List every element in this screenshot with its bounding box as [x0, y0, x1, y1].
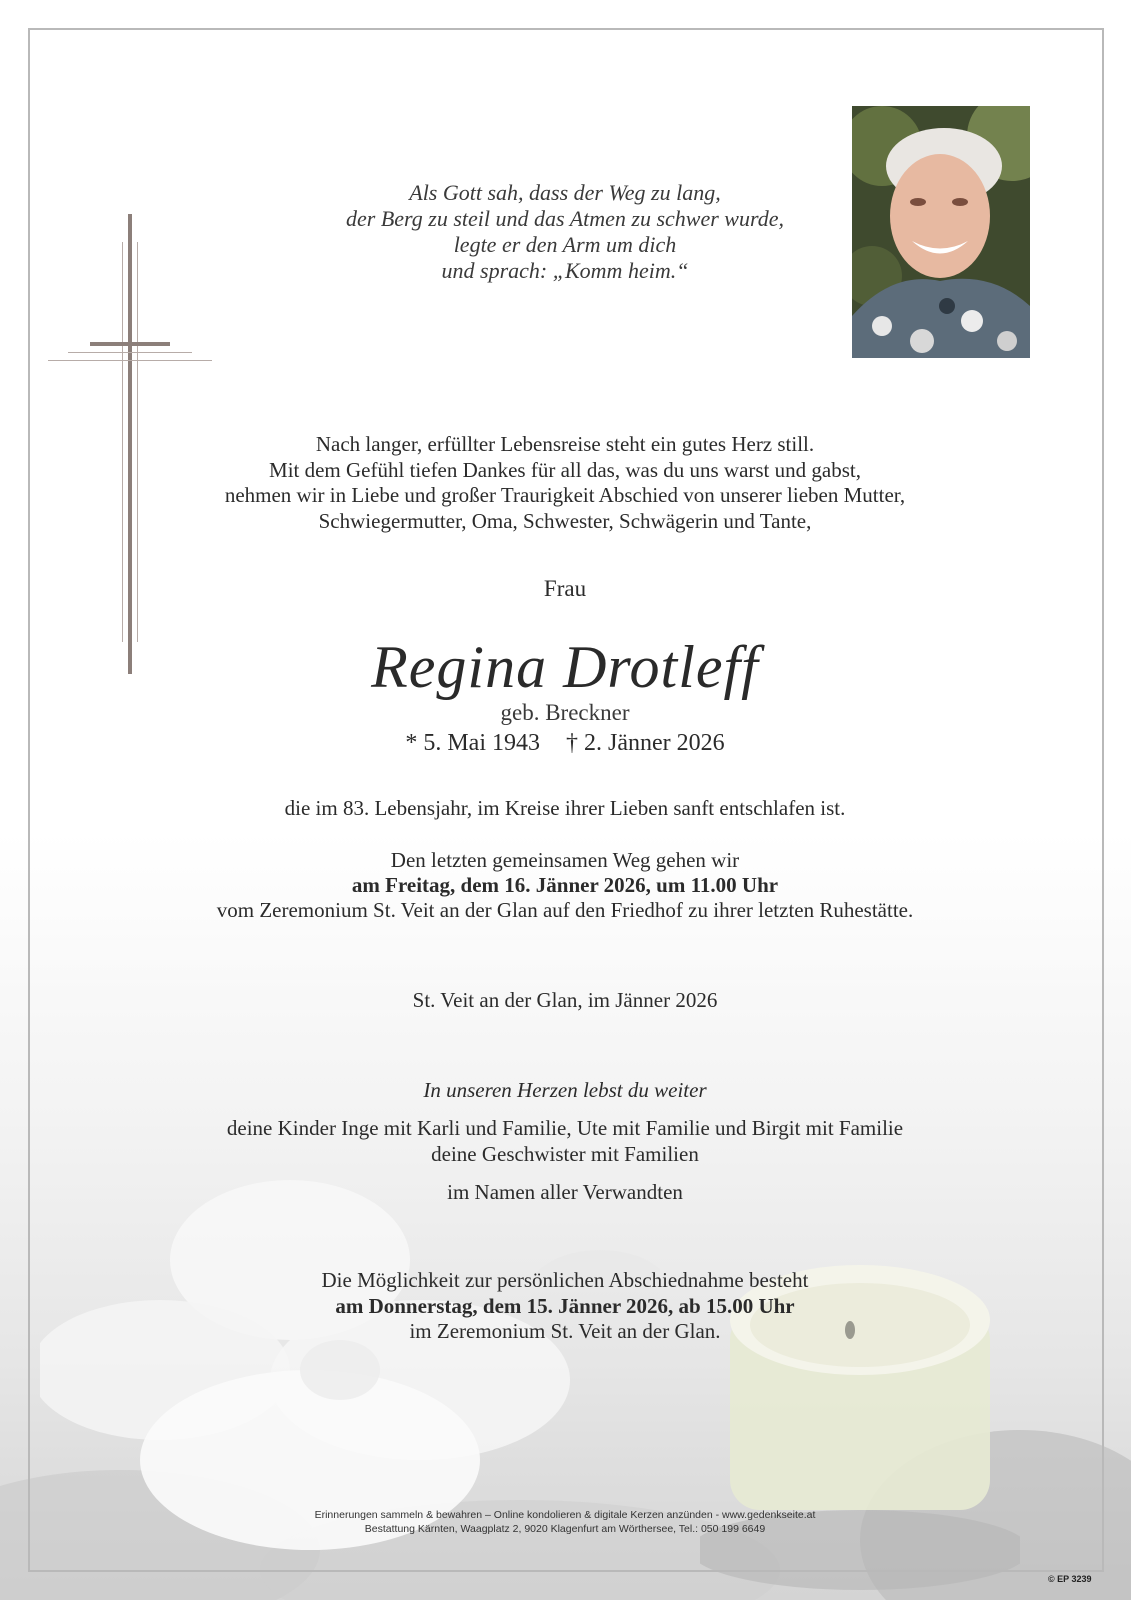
relatives-line: im Namen aller Verwandten: [447, 1180, 683, 1204]
salutation: Frau: [543, 576, 587, 601]
family-list: [160, 1116, 970, 1167]
birth-date: * 5. Mai 1943: [405, 730, 541, 756]
viewing-line: Die Möglichkeit zur persönlichen Abschiednahme besteht: [321, 1268, 809, 1292]
intro-line: Mit dem Gefühl tiefen Dankes für all das, was du uns warst und gabst,: [269, 457, 861, 482]
poem: [160, 180, 970, 284]
poem-line: und sprach: „Komm heim.“: [441, 258, 689, 283]
funeral-datetime: am Freitag, dem 16. Jänner 2026, um 11.00 Uhr: [351, 873, 779, 897]
intro-line: Nach langer, erfüllter Lebensreise steht ein gutes Herz still.: [315, 432, 815, 456]
funeral-line: Den letzten gemeinsamen Weg gehen wir: [390, 848, 740, 872]
viewing-line: im Zeremonium St. Veit an der Glan.: [409, 1319, 721, 1343]
footer: [160, 1508, 970, 1536]
age-line: die im 83. Lebensjahr, im Kreise ihrer Lieben sanft entschlafen ist.: [284, 796, 846, 820]
intro-line: nehmen wir in Liebe und großer Traurigkeit Abschied von unserer lieben Mutter,: [224, 483, 906, 507]
death-date: † 2. Jänner 2026: [566, 730, 725, 756]
motto: In unseren Herzen lebst du weiter: [423, 1078, 707, 1102]
birth-name: geb. Breckner: [500, 700, 630, 725]
place-date: St. Veit an der Glan, im Jänner 2026: [412, 988, 718, 1012]
footer-line: Erinnerungen sammeln & bewahren – Online kondolieren & digitale Kerzen anzünden - www.gedenkseite.at: [314, 1509, 816, 1521]
deceased-name: Regina Drotleff: [371, 634, 759, 700]
family-line: deine Geschwister mit Familien: [431, 1141, 699, 1166]
life-dates: [160, 730, 970, 757]
print-code: © EP 3239: [1048, 1574, 1092, 1584]
funeral-line: vom Zeremonium St. Veit an der Glan auf den Friedhof zu ihrer letzten Ruhestätte.: [216, 898, 914, 922]
footer-line: Bestattung Kärnten, Waagplatz 2, 9020 Klagenfurt am Wörthersee, Tel.: 050 199 6649: [364, 1523, 766, 1535]
viewing-info: [160, 1268, 970, 1345]
intro-text: [160, 432, 970, 534]
viewing-datetime: am Donnerstag, dem 15. Jänner 2026, ab 15.00 Uhr: [335, 1293, 795, 1318]
funeral-info: [160, 848, 970, 923]
poem-line: der Berg zu steil und das Atmen zu schwer wurde,: [346, 206, 784, 231]
family-line: deine Kinder Inge mit Karli und Familie, Ute mit Familie und Birgit mit Familie: [226, 1116, 904, 1140]
poem-line: Als Gott sah, dass der Weg zu lang,: [409, 180, 721, 205]
intro-line: Schwiegermutter, Oma, Schwester, Schwägerin und Tante,: [318, 508, 812, 533]
poem-line: legte er den Arm um dich: [453, 232, 677, 257]
